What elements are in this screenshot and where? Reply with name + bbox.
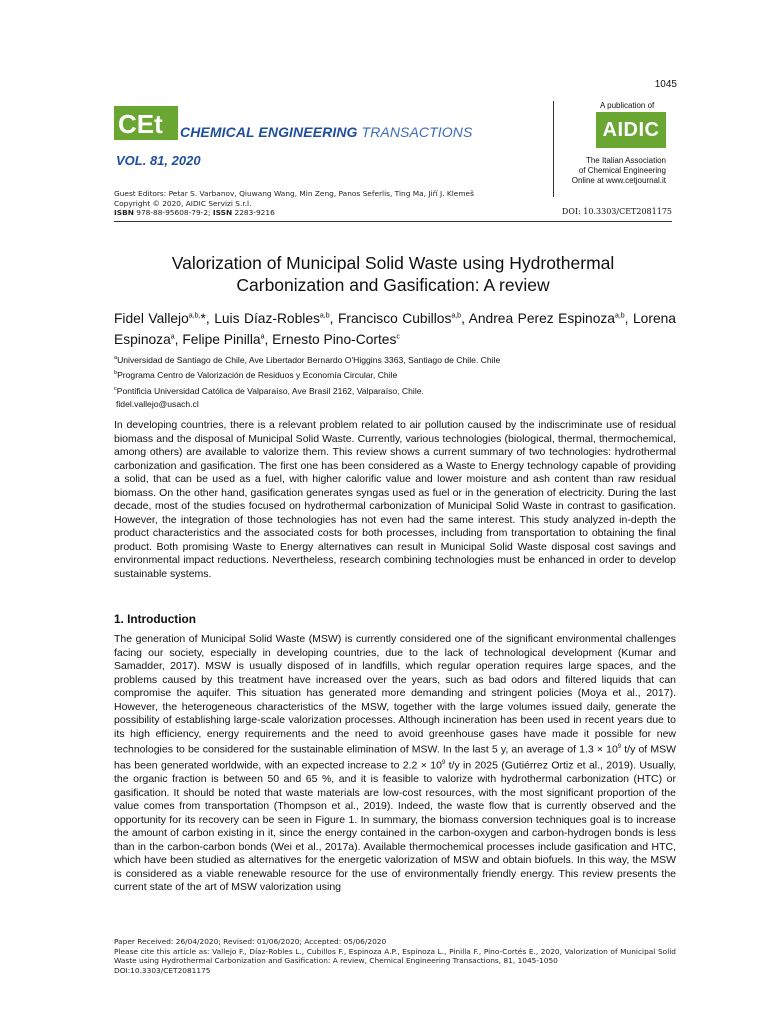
- journal-name: [180, 124, 472, 140]
- issn-value: 2283-9216: [232, 208, 275, 217]
- affiliation: $^a$Universidad de Santiago de Chile, Ave Libertador Bernardo O'Higgins 3363, Santiago de Chile. Chile: [114, 354, 501, 365]
- author: Ernesto Pino-Cortes$^c$: [272, 332, 400, 348]
- author: Lorena Espinoza$^a$,: [114, 310, 676, 348]
- affiliation: $^c$Pontificia Universidad Católica de Valparaíso, Ave Brasil 2162, Valparaíso, Chile.: [114, 385, 424, 396]
- abstract: In developing countries, there is a relevant problem related to air pollution caused by the indiscriminate use of residual biomass and the disposal of Municipal Solid Waste. Currently, various technologies (biological, thermal, thermochemical, among others) are available to valorize them. This review shows a current summary of two technologies: hydrothermal carbonization and gasification. The first one has been considered as a Waste to Energy technology capable of providing a solid, that can be used as a fuel, with higher calorific value and lower moisture and ash content than raw residual biomass. On the other hand, gasification generates syngas used as fuel or in the generation of electricity. During the last decade, most of the studies focused on hydrothermal carbonization of Municipal Solid Waste in contrast to gasification. However, the integration of those technologies has not even had the same interest. This study analyzed in-depth the product characteristics and the associated costs for both processes, including from transportation to obtaining the final product. Both promising Waste to Energy alternatives can result in Municipal Solid Waste disposal cost savings and environmental impact reductions. Nevertheless, research combining technologies must be enhanced in order to develop sustainable systems.: [114, 419, 676, 580]
- guest-editors: Guest Editors: Petar S. Varbanov, Qiuwang Wang, Min Zeng, Panos Seferlis, Ting Ma, Jiří J. Klemeš: [114, 189, 474, 198]
- author: Andrea Perez Espinoza$^{a,b}$,: [468, 310, 633, 326]
- journal-name-bold: CHEMICAL ENGINEERING: [180, 124, 358, 140]
- paper-title: [114, 252, 672, 296]
- header-divider: [553, 101, 554, 197]
- footer: [114, 937, 676, 975]
- isbn-issn: [114, 208, 474, 218]
- isbn-value: 978-88-95608-79-2;: [133, 208, 213, 217]
- cet-logo: [114, 106, 178, 140]
- footer-doi: DOI:10.3303/CET2081175: [114, 965, 211, 975]
- affiliation: $^b$Programa Centro de Valorización de Residuos y Economía Circular, Chile: [114, 370, 398, 381]
- page-number: 1045: [654, 79, 677, 90]
- affiliations: [114, 352, 674, 412]
- editors-block: [114, 189, 474, 218]
- aidic-line: The Italian Association: [585, 156, 666, 165]
- aidic-logo: AIDIC: [596, 112, 666, 148]
- received-dates: Paper Received: 26/04/2020; Revised: 01/06/2020; Accepted: 05/06/2020: [114, 937, 387, 946]
- header-rule: [114, 221, 672, 222]
- cet-logo-text: CEt: [118, 109, 163, 139]
- author-list: [114, 306, 676, 349]
- copyright: Copyright © 2020, AIDIC Servizi S.r.l.: [114, 198, 252, 208]
- volume: VOL. 81, 2020: [116, 153, 201, 168]
- section-heading: 1. Introduction: [114, 612, 196, 626]
- issn-label: ISSN: [212, 208, 233, 217]
- author: Francisco Cubillos$^{a,b}$,: [337, 310, 469, 326]
- aidic-line: of Chemical Engineering: [578, 166, 666, 175]
- title-line: Valorization of Municipal Solid Waste using Hydrothermal: [171, 253, 615, 273]
- corresponding-email: fidel.vallejo@usach.cl: [116, 399, 199, 410]
- aidic-description: [560, 156, 666, 186]
- title-line: Carbonization and Gasification: A review: [236, 275, 550, 295]
- author: Luis Díaz-Robles$^{a,b}$,: [214, 310, 338, 326]
- aidic-website: Online at www.cetjournal.it: [571, 176, 666, 185]
- publication-label: A publication of: [600, 101, 655, 110]
- journal-name-light: TRANSACTIONS: [361, 124, 473, 140]
- isbn-label: ISBN: [114, 208, 134, 217]
- citation: Please cite this article as: Vallejo F., Díaz-Robles L., Cubillos F., Espinoza A.P., Espinoza L., Pinilla F., Pino-Cortés E., 2020, Valorization of Municipal Solid Waste using Hydrothermal Carbonization and Gasification: A review, Chemical Engineering Transactions, 81, 1045-1050: [114, 946, 676, 965]
- author: Felipe Pinilla$^a$,: [182, 332, 273, 348]
- introduction-text: The generation of Municipal Solid Waste (MSW) is currently considered one of the significant environmental challenges facing our society, especially in developing countries, due to the lack of technological development (Kumar and Samadder, 2017). MSW is usually disposed of in landfills, which regular operation requires large spaces, and the problems caused by this treatment have increased over the years, such as bad odors and filtered liquids that can compromise the aquifer. This situation has generated more demanding and stringent policies (Moya et al., 2017). However, the heterogeneous characteristics of the MSW, together with the large volumes issued daily, generate the possibility of establishing large-scale valorization processes. Although incineration has been used in recent years due to its high efficiency, energy requirements and the need to avoid greenhouse gases have made it possible for new technologies to be considered for the sustainable elimination of MSW. In the last 5 y, an average of $1.3 \times 10^9$ t/y of MSW has been generated worldwide, with an expected increase to $2.2 \times 10^9$ t/y in 2025 (Gutiérrez Ortiz et al., 2019). Usually, the organic fraction is between 50 and 65 %, and it is feasible to valorize with hydrothermal carbonization (HTC) or gasification. It should be noted that waste materials are low-cost resources, with the most significant proportion of the value comes from transportation (Thompson et al., 2019). Indeed, the waste flow that is currently observed and the opportunity for its recovery can be seen in Figure 1. In summary, the biomass conversion techniques goal is to increase the amount of carbon existing in it, since the energy contained in the carbon-oxygen and carbon-hydrogen bonds is less than in the carbon-carbon bonds (Wei et al., 2017a). Available thermochemical processes include gasification and HTC, which have been studied as alternatives for the energetic valorization of MSW and obtain biofuels. In this way, the MSW is considered as a viable renewable resource for the use of environmentally friendly energy. This review presents the current state of the art of MSW valorization using: [114, 633, 677, 893]
- doi: DOI: 10.3303/CET2081175: [561, 207, 672, 216]
- author: Fidel Vallejo$^{a,b,}$*,: [114, 310, 215, 326]
